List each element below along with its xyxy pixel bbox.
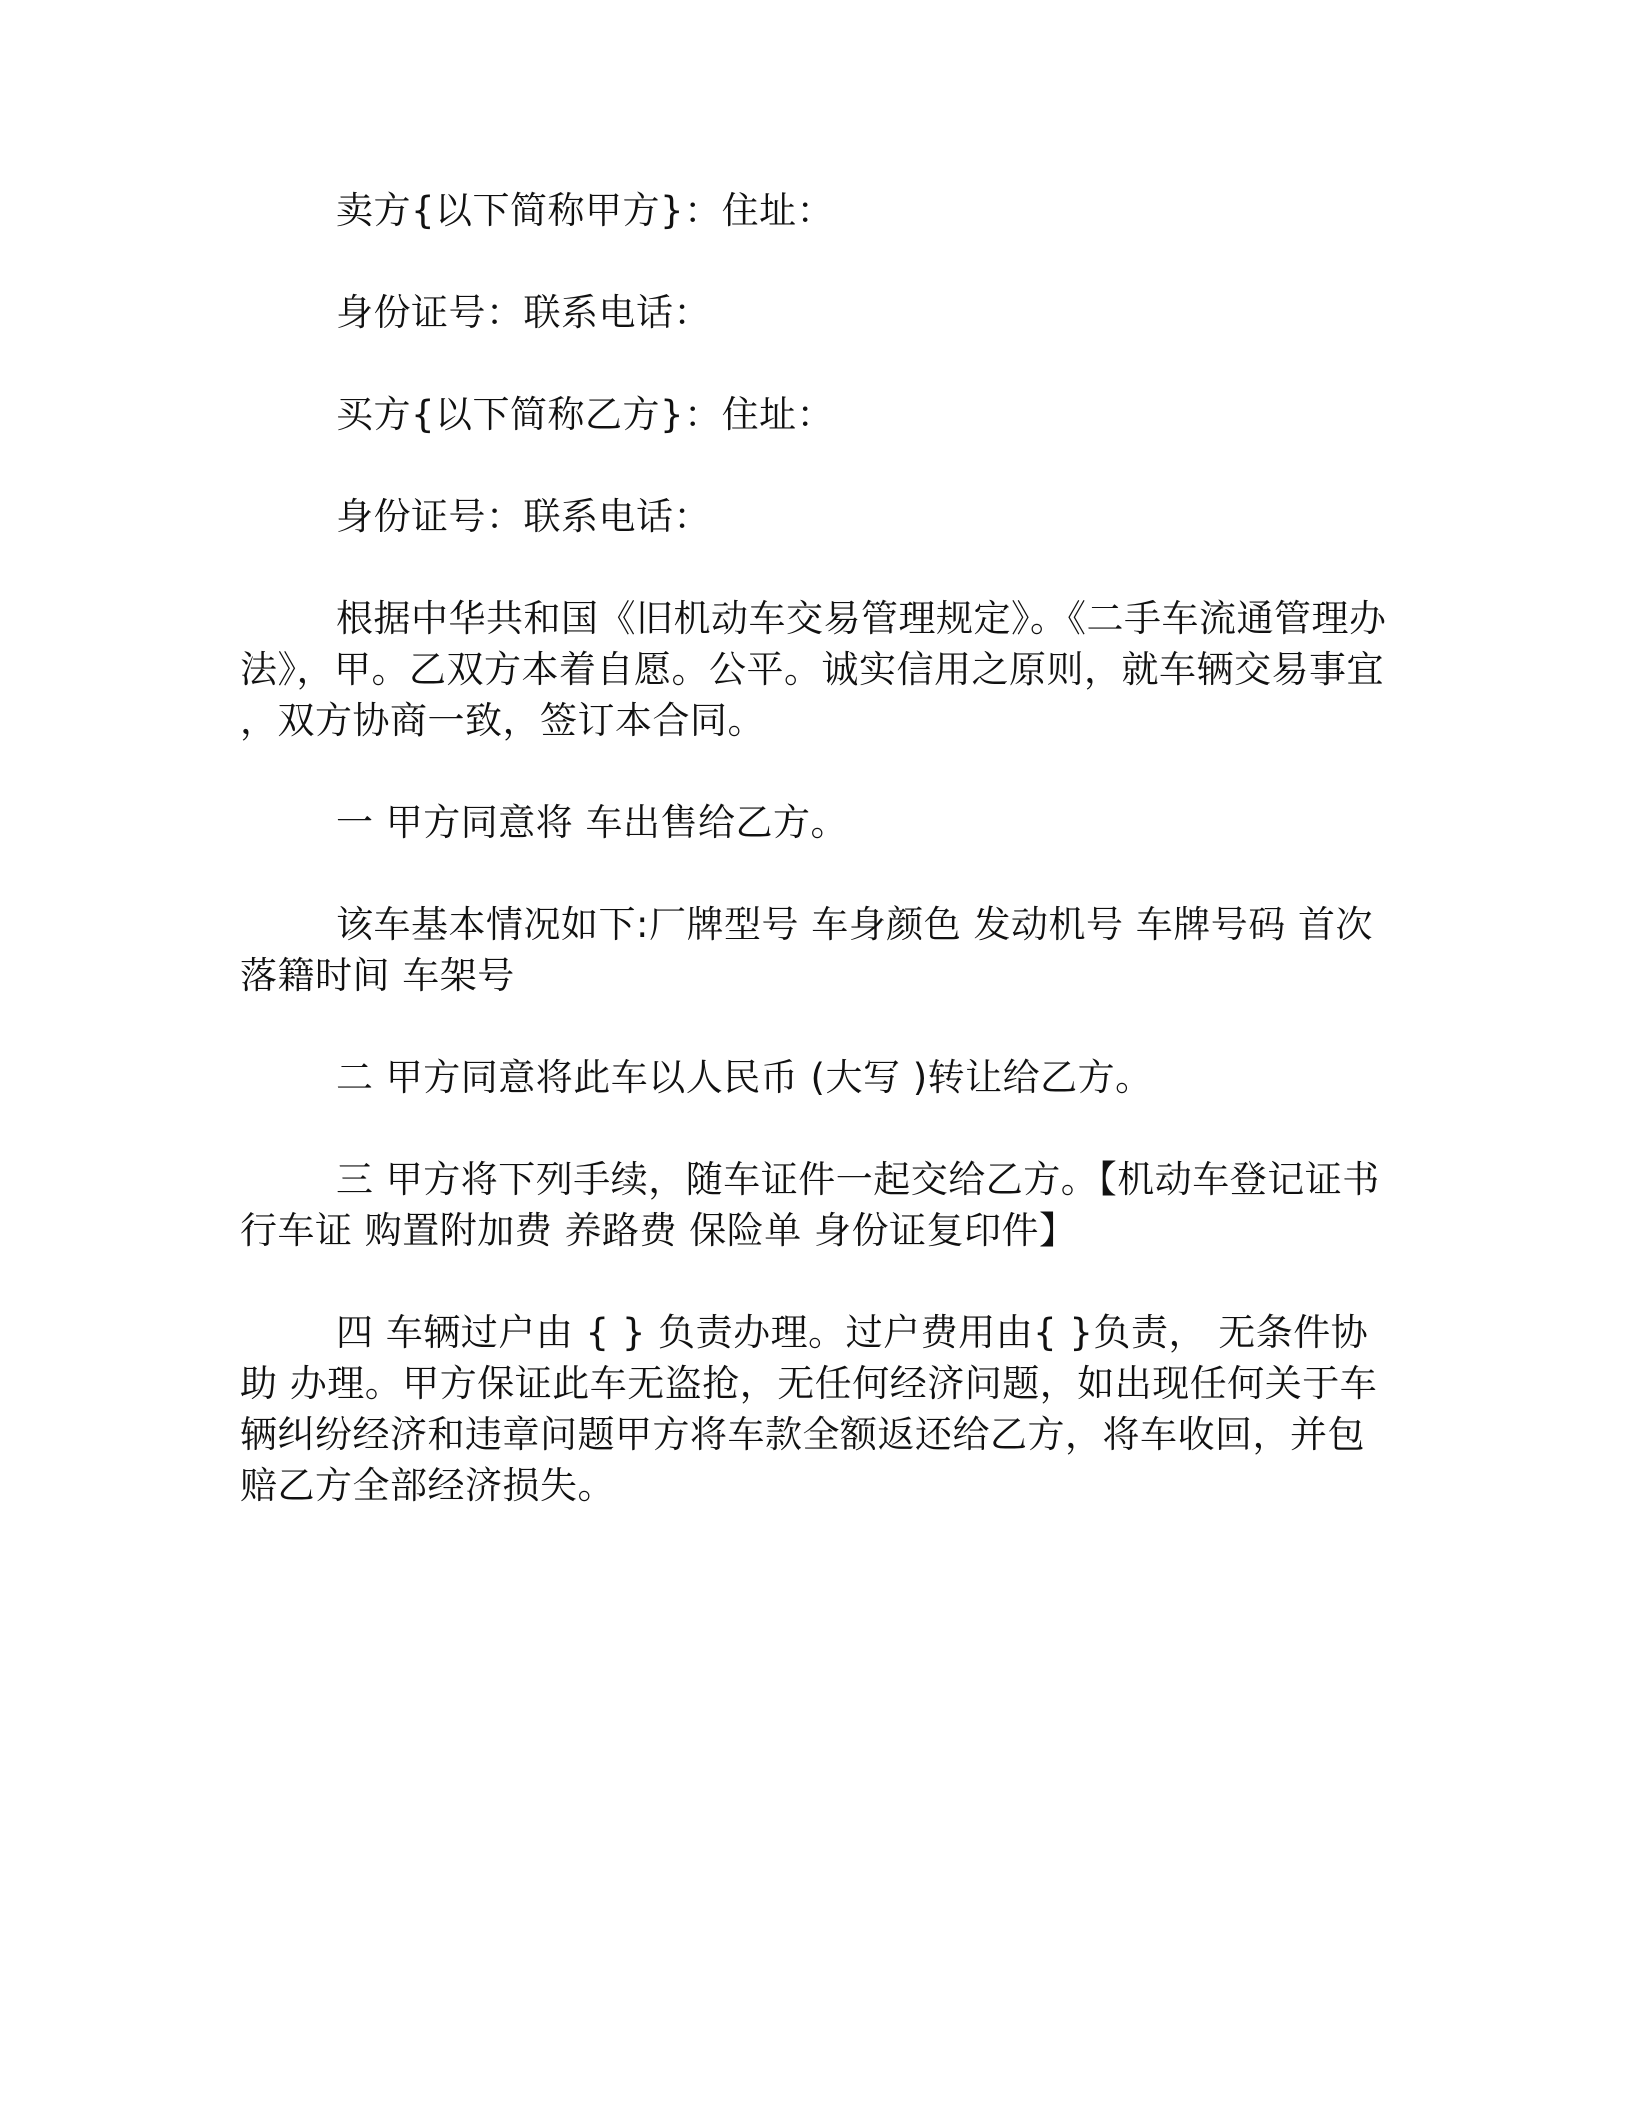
buyer-info-line: 买方{以下简称乙方}：住址： (336, 393, 835, 436)
seller-id-phone-line: 身份证号：联系电话： (336, 291, 711, 334)
clause-one: 一 甲方同意将 车出售给乙方。 (336, 801, 849, 844)
contract-body (240, 185, 1392, 1562)
clause-three: 三 甲方将下列手续，随车证件一起交给乙方。【机动车登记证书行车证 购置附加费 养路费 保险单 身份证复印件】 (240, 1158, 1380, 1252)
vehicle-details-paragraph: 该车基本情况如下:厂牌型号 车身颜色 发动机号 车牌号码 首次落籍时间 车架号 (240, 903, 1374, 997)
clause-four: 四 车辆过户由 { } 负责办理。过户费用由{ }负责， 无条件协助 办理。甲方保证此车无盗抢，无任何经济问题，如出现任何关于车辆纠纷经济和违章问题甲方将车款全额返还给乙方，将车收回，并包赔乙方全部经济损失。 (240, 1311, 1378, 1507)
clause-two: 二 甲方同意将此车以人民币 (大写 )转让给乙方。 (336, 1056, 1153, 1099)
seller-info-line: 卖方{以下简称甲方}：住址： (336, 189, 835, 232)
preamble-paragraph: 根据中华共和国《旧机动车交易管理规定》。《二手车流通管理办法》，甲。乙双方本着自愿。公平。诚实信用之原则，就车辆交易事宜，双方协商一致，签订本合同。 (240, 597, 1387, 742)
buyer-id-phone-line: 身份证号：联系电话： (336, 495, 711, 538)
